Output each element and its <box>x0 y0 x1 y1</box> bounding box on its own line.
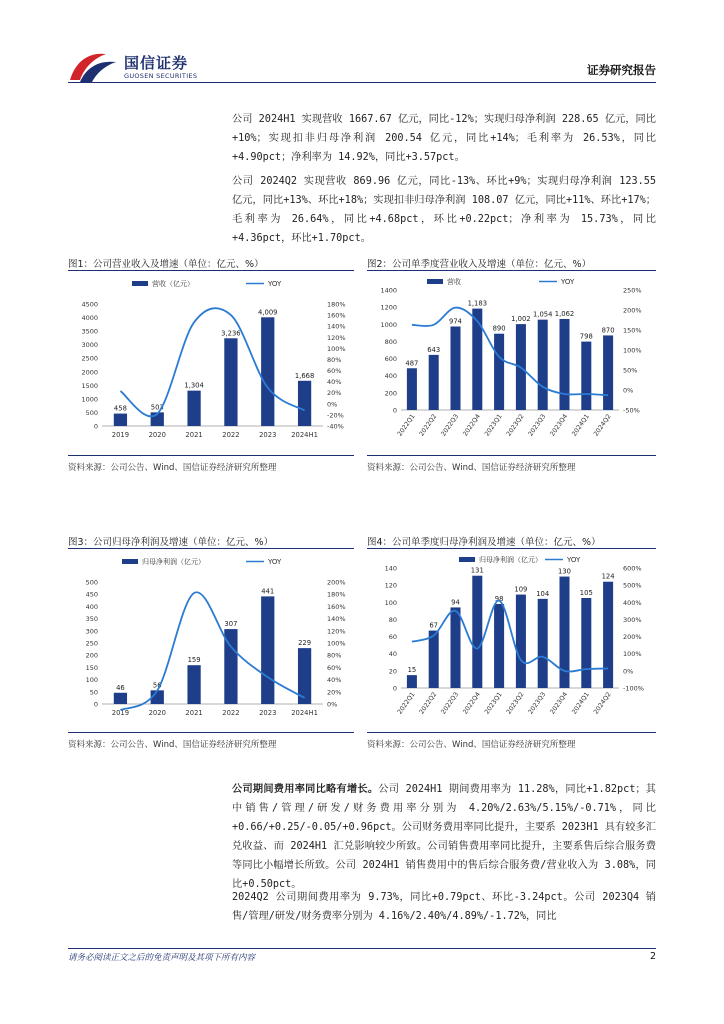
y-tick-label: 450 <box>85 590 98 599</box>
logo-mark-icon <box>68 50 120 84</box>
y2-tick-label: -40% <box>327 422 344 431</box>
yoy-line <box>120 308 304 416</box>
y-tick-label: 350 <box>85 615 98 624</box>
page-number: 2 <box>649 951 656 962</box>
y2-tick-label: 180% <box>327 590 346 599</box>
y2-tick-label: 400% <box>623 598 642 607</box>
figure-1-title: 图1：公司营业收入及增速（单位：亿元、%） <box>68 259 264 270</box>
footer-divider <box>68 948 656 949</box>
figure-4-source-rule <box>367 732 656 733</box>
y-tick-label: 1000 <box>81 395 98 404</box>
bar-value-label: 3,236 <box>221 329 241 338</box>
x-tick-label: 2022Q1 <box>396 691 417 716</box>
bar <box>261 317 274 426</box>
y-tick-label: 3000 <box>81 341 98 350</box>
x-tick-label: 2023Q3 <box>527 413 548 438</box>
y2-tick-label: 0% <box>327 400 338 409</box>
bar <box>494 334 504 410</box>
y-tick-label: 20 <box>388 667 397 676</box>
bar <box>559 319 569 410</box>
bar <box>114 693 127 704</box>
y-tick-label: 600 <box>384 355 397 364</box>
y2-tick-label: -20% <box>327 411 344 420</box>
bar <box>298 381 311 426</box>
y2-tick-label: 0% <box>623 386 634 395</box>
x-tick-label: 2023 <box>259 709 277 717</box>
x-tick-label: 2019 <box>111 431 130 439</box>
y2-tick-label: -50% <box>623 406 640 415</box>
chart-revenue-annual <box>68 274 354 444</box>
x-tick-label: 2024H1 <box>291 431 318 439</box>
y2-tick-label: 40% <box>327 378 342 387</box>
figure-4-title: 图4：公司单季度归母净利润及增速（单位：亿元、%） <box>367 537 601 548</box>
bar-value-label: 15 <box>407 666 417 675</box>
chart-revenue-quarterly <box>367 274 656 449</box>
y-tick-label: 2500 <box>81 354 98 363</box>
y2-tick-label: 140% <box>327 615 346 624</box>
legend-bar-swatch <box>427 279 443 284</box>
x-tick-label: 2023Q2 <box>505 413 526 438</box>
bar <box>407 368 417 410</box>
x-tick-label: 2019 <box>111 709 130 717</box>
x-tick-label: 2024Q2 <box>592 413 613 438</box>
x-tick-label: 2021 <box>185 431 203 439</box>
bar <box>187 665 200 704</box>
bar <box>603 335 613 410</box>
y-tick-label: 200 <box>384 389 397 398</box>
y2-tick-label: 0% <box>623 667 634 676</box>
y-tick-label: 0 <box>392 406 397 415</box>
yoy-line <box>412 308 608 396</box>
paragraph-expense-ratio-lead: 公司期间费用率同比略有增长。 <box>232 784 379 795</box>
bar-value-label: 890 <box>492 324 506 333</box>
y-tick-label: 300 <box>85 627 98 636</box>
y2-tick-label: 300% <box>623 615 642 624</box>
y-tick-label: 200 <box>85 651 98 660</box>
legend-bar-label: 归母净利润（亿元） <box>142 558 205 566</box>
x-tick-label: 2022Q2 <box>418 413 439 438</box>
bar <box>224 338 237 426</box>
y-tick-label: 100 <box>85 676 98 685</box>
bar <box>407 675 417 688</box>
bar-value-label: 1,183 <box>467 299 488 308</box>
chart-profit-quarterly <box>367 552 656 727</box>
y2-tick-label: 100% <box>623 346 642 355</box>
x-tick-label: 2023Q1 <box>483 691 504 716</box>
y-tick-label: 140 <box>384 564 397 573</box>
y-tick-label: 3500 <box>81 327 98 336</box>
y2-tick-label: 200% <box>623 633 642 642</box>
y2-tick-label: 80% <box>327 355 342 364</box>
figure-4-source: 资料来源：公司公告、Wind、国信证券经济研究所整理 <box>367 740 576 750</box>
legend-line-label: YOY <box>561 278 575 286</box>
x-tick-label: 2022Q3 <box>440 413 461 438</box>
x-tick-label: 2022Q2 <box>418 691 439 716</box>
figure-2-source: 资料来源：公司公告、Wind、国信证券经济研究所整理 <box>367 463 576 473</box>
bar-value-label: 229 <box>298 639 312 648</box>
y-tick-label: 1400 <box>380 286 397 295</box>
bar-value-label: 1,002 <box>511 315 531 324</box>
bar-value-label: 98 <box>494 595 504 603</box>
bar-value-label: 503 <box>150 403 164 412</box>
bar <box>581 598 591 688</box>
bar-value-label: 974 <box>449 317 462 326</box>
legend-bar-swatch <box>122 559 138 564</box>
bar <box>538 320 548 410</box>
y2-tick-label: 80% <box>327 651 342 660</box>
y2-tick-label: 20% <box>327 688 342 697</box>
y-tick-label: 500 <box>85 408 98 417</box>
bar-value-label: 130 <box>558 567 571 576</box>
y2-tick-label: 250% <box>623 286 642 295</box>
report-type: 证券研究报告 <box>587 63 656 77</box>
y-tick-label: 0 <box>392 684 397 693</box>
x-tick-label: 2024H1 <box>291 709 318 717</box>
bar-value-label: 870 <box>601 326 615 335</box>
bar <box>450 607 460 688</box>
figure-4-rule <box>367 548 656 549</box>
x-tick-label: 2023Q2 <box>505 691 526 716</box>
y-tick-label: 1200 <box>380 303 397 312</box>
y2-tick-label: 150% <box>623 326 642 335</box>
y-tick-label: 150 <box>85 663 98 672</box>
bar <box>429 355 439 410</box>
y2-tick-label: 120% <box>327 627 346 636</box>
y-tick-label: 120 <box>384 581 397 590</box>
y-tick-label: 400 <box>384 372 397 381</box>
x-tick-label: 2024Q2 <box>592 691 613 716</box>
y2-tick-label: 60% <box>327 663 342 672</box>
y2-tick-label: 200% <box>623 306 642 315</box>
bar <box>261 596 274 704</box>
bar-value-label: 109 <box>514 585 528 594</box>
y2-tick-label: 160% <box>327 311 346 320</box>
y-tick-label: 1000 <box>380 320 397 329</box>
bar-value-label: 67 <box>429 621 439 630</box>
y-tick-label: 0 <box>93 700 98 709</box>
x-tick-label: 2022 <box>222 431 240 439</box>
yoy-line <box>120 592 304 710</box>
bar-value-label: 1,054 <box>532 310 553 319</box>
bar <box>472 576 482 688</box>
y2-tick-label: 60% <box>327 367 342 376</box>
bar-value-label: 1,304 <box>184 381 204 390</box>
x-tick-label: 2023Q1 <box>483 413 504 438</box>
y2-tick-label: 100% <box>327 344 346 353</box>
bar <box>429 631 439 688</box>
y2-tick-label: 140% <box>327 322 346 331</box>
header-divider <box>68 82 656 83</box>
bar <box>603 582 613 688</box>
y-tick-label: 500 <box>85 578 98 587</box>
bar-value-label: 1,062 <box>554 309 575 318</box>
bar-value-label: 798 <box>579 332 593 341</box>
figure-2-title: 图2：公司单季度营业收入及增速（单位：亿元、%） <box>367 259 592 270</box>
y-tick-label: 80 <box>388 615 397 624</box>
bar-value-label: 105 <box>579 589 593 597</box>
bar <box>494 604 504 688</box>
y2-tick-label: 500% <box>623 581 642 590</box>
bar <box>187 391 200 426</box>
y-tick-label: 1500 <box>81 381 98 390</box>
bar-value-label: 94 <box>451 598 460 607</box>
bar <box>450 327 460 410</box>
x-tick-label: 2020 <box>148 709 166 717</box>
figure-2-source-rule <box>367 455 656 456</box>
y2-tick-label: 600% <box>623 564 642 573</box>
y-tick-label: 40 <box>388 650 397 659</box>
figure-3-source-rule <box>68 732 354 733</box>
y2-tick-label: 40% <box>327 676 342 685</box>
x-tick-label: 2022Q4 <box>461 413 482 438</box>
y2-tick-label: 160% <box>327 602 346 611</box>
legend-line-label: YOY <box>567 556 581 564</box>
bar-value-label: 56 <box>152 681 162 690</box>
x-tick-label: 2022 <box>222 709 240 717</box>
figure-1-source: 资料来源：公司公告、Wind、国信证券经济研究所整理 <box>68 463 277 473</box>
y-tick-label: 60 <box>388 633 397 642</box>
legend-bar-swatch <box>132 281 148 286</box>
paragraph-expense-ratio <box>232 780 656 894</box>
paragraph-h1-summary: 公司 2024H1 实现营收 1667.67 亿元，同比-12%；实现归母净利润 228.65 亿元，同比+10%；实现扣非归母净利润 200.54 亿元，同比+14%；毛利率为 26.53%，同比+4.90pct；净利率为 14.92%，同比+3.57pct。 <box>232 114 656 163</box>
y-tick-label: 250 <box>85 639 98 648</box>
y-tick-label: 400 <box>85 602 98 611</box>
bar-value-label: 307 <box>224 620 238 629</box>
y-tick-label: 2000 <box>81 368 98 377</box>
brand-name-cn: 国信证券 <box>124 54 189 72</box>
bar <box>114 414 127 426</box>
y-tick-label: 800 <box>384 337 397 346</box>
paragraph-expense-ratio-body: 公司 2024H1 期间费用率为 11.28%，同比+1.82pct；其中销售/管理/研发/财务费用率分别为 4.20%/2.63%/5.15%/-0.71%，同比+0.66/+0.25/-0.05/+0.96pct。公司财务费用率同比提升，主要系 2023H1 具有较多汇兑收益、而 2024H1 汇兑影响较少所致。公司销售费用率同比提升，主要系售后综合服务费等同比小幅增长所致。公司 2024H1 销售费用中的售后综合服务费/营业收入为 3.08%，同比+0.50pct。 <box>232 784 656 890</box>
y2-tick-label: 0% <box>327 700 338 709</box>
bar-value-label: 458 <box>113 404 127 413</box>
y2-tick-label: 50% <box>623 366 638 375</box>
y-tick-label: 100 <box>384 598 397 607</box>
bar <box>538 599 548 688</box>
y-tick-label: 50 <box>89 688 98 697</box>
bar-value-label: 487 <box>405 359 419 368</box>
x-tick-label: 2023 <box>259 431 277 439</box>
y-tick-label: 4000 <box>81 314 98 323</box>
x-tick-label: 2020 <box>148 431 166 439</box>
bar-value-label: 131 <box>470 566 484 575</box>
y2-tick-label: 200% <box>327 578 346 587</box>
bar-value-label: 1,668 <box>294 371 315 380</box>
x-tick-label: 2023Q3 <box>527 691 548 716</box>
legend-bar-swatch <box>459 557 475 562</box>
yoy-line <box>412 601 608 672</box>
brand-logo <box>68 50 208 86</box>
y2-tick-label: 100% <box>623 650 642 659</box>
bar-value-label: 104 <box>536 589 550 598</box>
brand-name-en: GUOSEN SECURITIES <box>124 72 198 80</box>
x-tick-label: 2024Q1 <box>570 413 591 438</box>
paragraph-q2-summary: 公司 2024Q2 实现营收 869.96 亿元，同比-13%、环比+9%；实现归母净利润 123.55 亿元，同比+13%、环比+18%；实现扣非归母净利润 108.07 亿元，同比+11%、环比+17%；毛利率为 26.64%，同比+4.68pct，环比+0.22pct；净利率为 15.73%，同比+4.36pct，环比+1.70pct。 <box>232 176 656 244</box>
bar <box>516 595 526 688</box>
x-tick-label: 2022Q3 <box>440 691 461 716</box>
bar-value-label: 46 <box>116 683 125 692</box>
x-tick-label: 2024Q1 <box>570 691 591 716</box>
bar-value-label: 643 <box>427 345 441 354</box>
footer-disclaimer: 请务必阅读正文之后的免责声明及其项下所有内容 <box>68 953 256 963</box>
figure-1-source-rule <box>68 455 354 456</box>
legend-bar-label: 归母净利润（亿元） <box>479 556 542 564</box>
figure-3-source: 资料来源：公司公告、Wind、国信证券经济研究所整理 <box>68 740 277 750</box>
y2-tick-label: 180% <box>327 300 346 309</box>
figure-3-rule <box>68 548 354 549</box>
bar-value-label: 124 <box>601 572 615 581</box>
y2-tick-label: -100% <box>623 684 644 693</box>
chart-profit-annual <box>68 552 354 722</box>
x-tick-label: 2021 <box>185 709 203 717</box>
paragraph-q2-expense: 2024Q2 公司期间费用率为 9.73%，同比+0.79pct、环比-3.24pct。公司 2023Q4 销售/管理/研发/财务费率分别为 4.16%/2.40%/4.89%/-1.72%，同比 <box>232 892 656 922</box>
bar <box>472 309 482 410</box>
y-tick-label: 0 <box>93 422 98 431</box>
bar-value-label: 4,009 <box>258 308 278 317</box>
x-tick-label: 2023Q4 <box>549 691 570 716</box>
legend-line-label: YOY <box>268 558 282 566</box>
bar-value-label: 159 <box>187 656 201 665</box>
x-tick-label: 2022Q4 <box>461 691 482 716</box>
figure-1-rule <box>68 270 354 271</box>
y2-tick-label: 100% <box>327 639 346 648</box>
y-tick-label: 4500 <box>81 300 98 309</box>
x-tick-label: 2023Q4 <box>549 413 570 438</box>
bar <box>581 342 591 410</box>
figure-3-title: 图3：公司归母净利润及增速（单位：亿元、%） <box>68 537 274 548</box>
x-tick-label: 2022Q1 <box>396 413 417 438</box>
bar-value-label: 441 <box>261 587 275 596</box>
legend-line-label: YOY <box>268 280 282 288</box>
legend-bar-label: 营收（亿元） <box>152 280 194 288</box>
figure-2-rule <box>367 270 656 271</box>
y2-tick-label: 20% <box>327 389 342 398</box>
y2-tick-label: 120% <box>327 333 346 342</box>
legend-bar-label: 营收 <box>447 278 461 286</box>
